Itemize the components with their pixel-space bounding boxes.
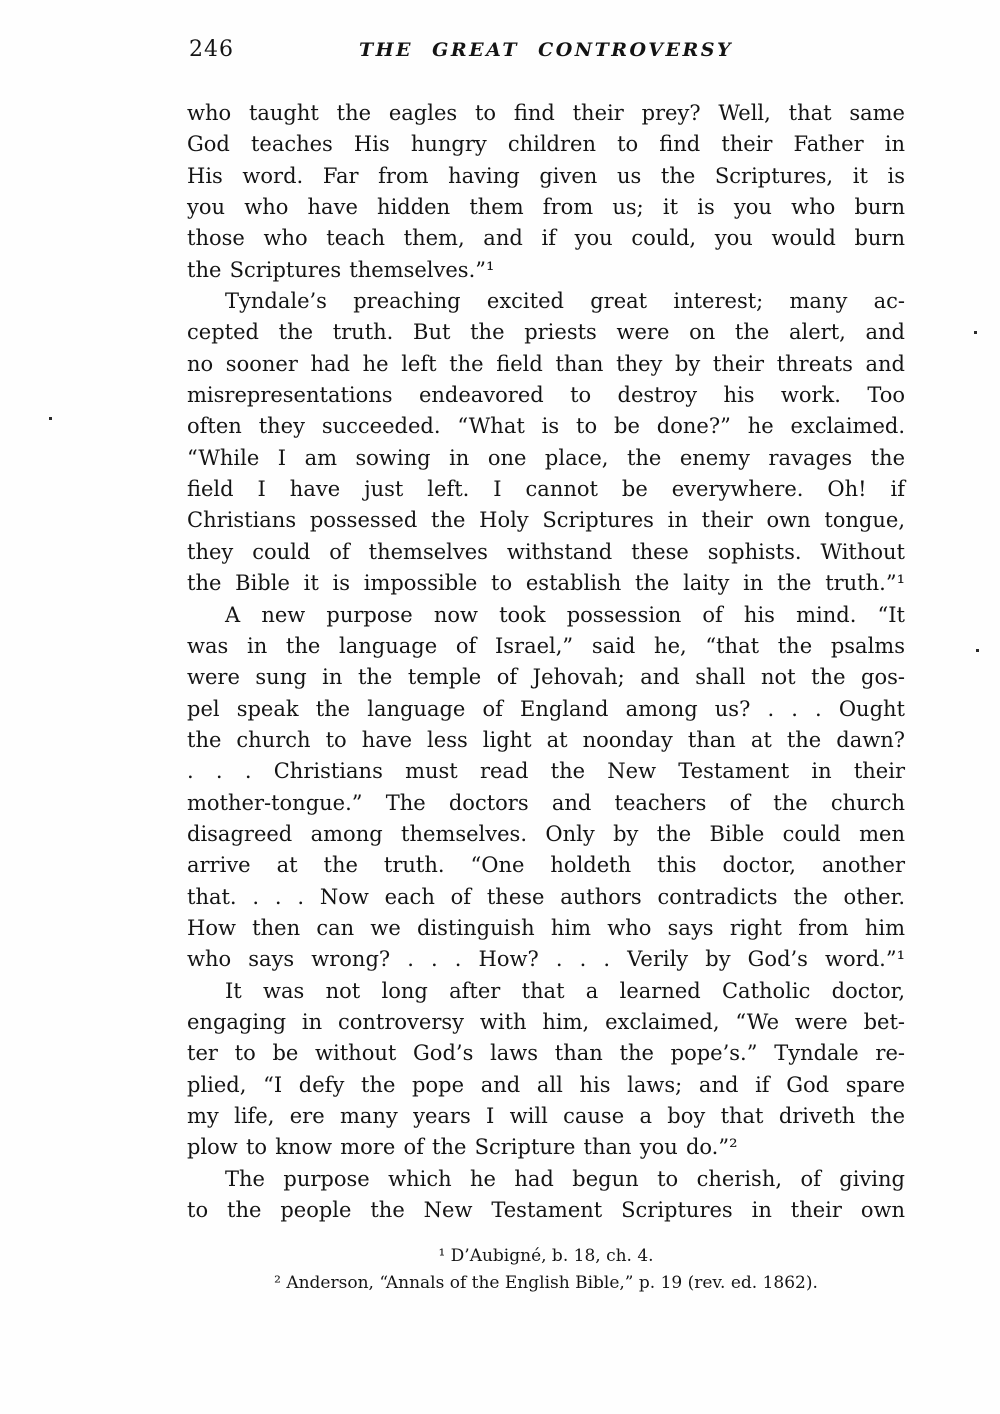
text-line: It was not long after that a learned Catholic doctor, (225, 978, 905, 1003)
footnote: ² Anderson, “Annals of the English Bible,” p. 19 (rev. ed. 1862). (274, 1273, 818, 1293)
text-line: those who teach them, and if you could, you would burn (187, 226, 905, 251)
text-line: my life, ere many years I will cause a boy that driveth the (187, 1104, 905, 1128)
page-number: 246 (189, 37, 234, 62)
text-line: How then can we distinguish him who says right from him (187, 915, 905, 940)
scan-speck (976, 649, 979, 652)
text-line: was in the language of Israel,” said he, “that the psalms (187, 633, 905, 658)
text-line: that. . . . Now each of these authors contradicts the other. (187, 884, 905, 909)
text-line: plied, “I defy the pope and all his laws; and if God spare (187, 1072, 905, 1097)
text-line: the Bible it is impossible to establish the laity in the truth.”¹ (187, 571, 905, 596)
text-line: cepted the truth. But the priests were on the alert, and (187, 320, 905, 345)
text-line: plow to know more of the Scripture than you do.”² (187, 1135, 738, 1160)
text-line: often they succeeded. “What is to be done?” he exclaimed. (187, 414, 905, 439)
text-line: His word. Far from having given us the Scriptures, it is (187, 163, 905, 188)
text-line: “While I am sowing in one place, the enemy ravages the (187, 445, 905, 470)
text-line: . . . Christians must read the New Testament in their (187, 759, 905, 784)
text-block (187, 98, 905, 1226)
footnote: ¹ D’Aubigné, b. 18, ch. 4. (438, 1246, 654, 1266)
text-line: no sooner had he left the field than they by their threats and (187, 351, 905, 376)
footnotes (187, 1243, 905, 1297)
text-line: disagreed among themselves. Only by the Bible could men (187, 821, 905, 846)
text-line: Tyndale’s preaching excited great interest; many ac- (225, 289, 905, 314)
scan-speck (974, 331, 977, 334)
text-line: ter to be without God’s laws than the pope’s.” Tyndale re- (187, 1041, 905, 1066)
text-line: A new purpose now took possession of his mind. “It (225, 602, 905, 627)
text-line: who says wrong? . . . How? . . . Verily by God’s word.”¹ (187, 947, 905, 972)
text-line: misrepresentations endeavored to destroy his work. Too (187, 383, 905, 408)
text-line: the church to have less light at noonday than at the dawn? (187, 727, 905, 752)
running-title: THE GREAT CONTROVERSY (358, 39, 734, 61)
text-line: the Scriptures themselves.”¹ (187, 257, 495, 282)
page-header (187, 36, 905, 66)
text-line: pel speak the language of England among us? . . . Ought (187, 696, 905, 721)
text-line: were sung in the temple of Jehovah; and shall not the gos- (187, 665, 905, 690)
text-line: you who have hidden them from us; it is you who burn (187, 195, 905, 220)
text-line: mother-tongue.” The doctors and teachers of the church (187, 790, 905, 815)
text-line: Christians possessed the Holy Scriptures in their own tongue, (187, 508, 905, 533)
text-line: The purpose which he had begun to cherish, of giving (225, 1166, 905, 1191)
scan-speck (49, 417, 52, 420)
text-line: to the people the New Testament Scriptures in their own (187, 1198, 905, 1223)
text-line: God teaches His hungry children to find their Father in (187, 132, 905, 157)
text-line: they could of themselves withstand these sophists. Without (187, 539, 905, 564)
text-line: field I have just left. I cannot be everywhere. Oh! if (187, 477, 905, 502)
text-line: engaging in controversy with him, exclaimed, “We were bet- (187, 1009, 905, 1034)
text-line: arrive at the truth. “One holdeth this doctor, another (187, 853, 905, 878)
text-line: who taught the eagles to find their prey? Well, that same (187, 101, 905, 125)
